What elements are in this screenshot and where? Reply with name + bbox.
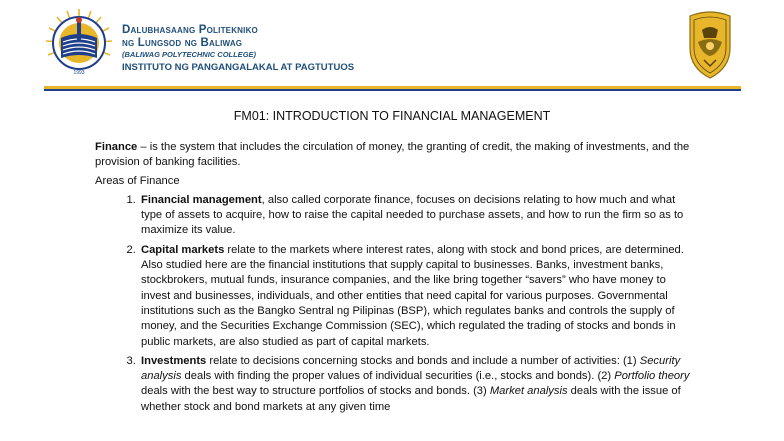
- area-text: relate to the markets where interest rates, along with stock and bond prices, are determined. Also studied here are the financial institutions that supply capital to businesses. Banks, investment banks, stockbrokers, mutual funds, insurance companies, and the like bring together “savers” who have money to invest and businesses, individuals, and other entities that need capital for various purposes. Governmental institutions such as the Bangko Sentral ng Pilipinas (BSP), which regulates banks and controls the supply of money, and the Securities Exchange Commission (SEC), which regulated the trading of stocks and bonds in public markets, are also studied as part of capital markets.: [141, 243, 684, 348]
- areas-list: [95, 193, 695, 415]
- area-text: deals with the best way to structure portfolios of stocks and bonds. (3): [141, 385, 490, 398]
- area-text: relate to decisions concerning stocks and bonds and include a number of activities: (1): [206, 354, 640, 367]
- area-subtopic: Portfolio theory: [614, 370, 690, 383]
- definition-term: Finance: [95, 141, 138, 153]
- definition-text: – is the system that includes the circulation of money, the granting of credit, the making of investments, and the provision of banking facilities.: [95, 141, 690, 169]
- list-item: [139, 354, 695, 415]
- college-seal-logo: [44, 8, 114, 78]
- area-subtopic: Market analysis: [489, 385, 568, 398]
- seal-year: 1993: [73, 70, 85, 76]
- area-term: Capital markets: [141, 243, 225, 256]
- area-text: deals with the issue of whether stock and bond markets at any given time: [141, 385, 681, 413]
- area-text: deals with finding the proper values of individual securities (i.e., stocks and bonds). (2): [181, 370, 615, 383]
- institution-title-block: [122, 24, 354, 74]
- area-text: , also called corporate finance, focuses on decisions relating to how much and what type of assets to acquire, how to raise the capital needed to purchase assets, and how to run the firm so as to maximize its value.: [141, 193, 684, 237]
- document-title: FM01: INTRODUCTION TO FINANCIAL MANAGEMENT: [233, 109, 551, 123]
- areas-heading: Areas of Finance: [95, 174, 180, 187]
- institute-name: INSTITUTO NG PANGANGALAKAL AT PAGTUTUOS: [122, 62, 355, 73]
- header-rule-blue: [44, 89, 741, 91]
- institution-name-line-1: Dalubhasaang Politekniko: [122, 24, 258, 36]
- institution-name-line-2: ng Lungsod ng Baliwag: [122, 37, 243, 49]
- finance-definition: [95, 140, 695, 171]
- document-body: [95, 140, 695, 419]
- area-term: Financial management: [141, 193, 262, 206]
- area-term: Investments: [141, 354, 207, 367]
- area-subtopic: Security analysis: [141, 354, 681, 383]
- document-header: [0, 0, 784, 92]
- list-item: [139, 243, 695, 350]
- institute-shield-logo: [680, 8, 740, 80]
- institution-english-name: (BALIWAG POLYTECHNIC COLLEGE): [122, 50, 257, 59]
- list-item: [139, 193, 695, 239]
